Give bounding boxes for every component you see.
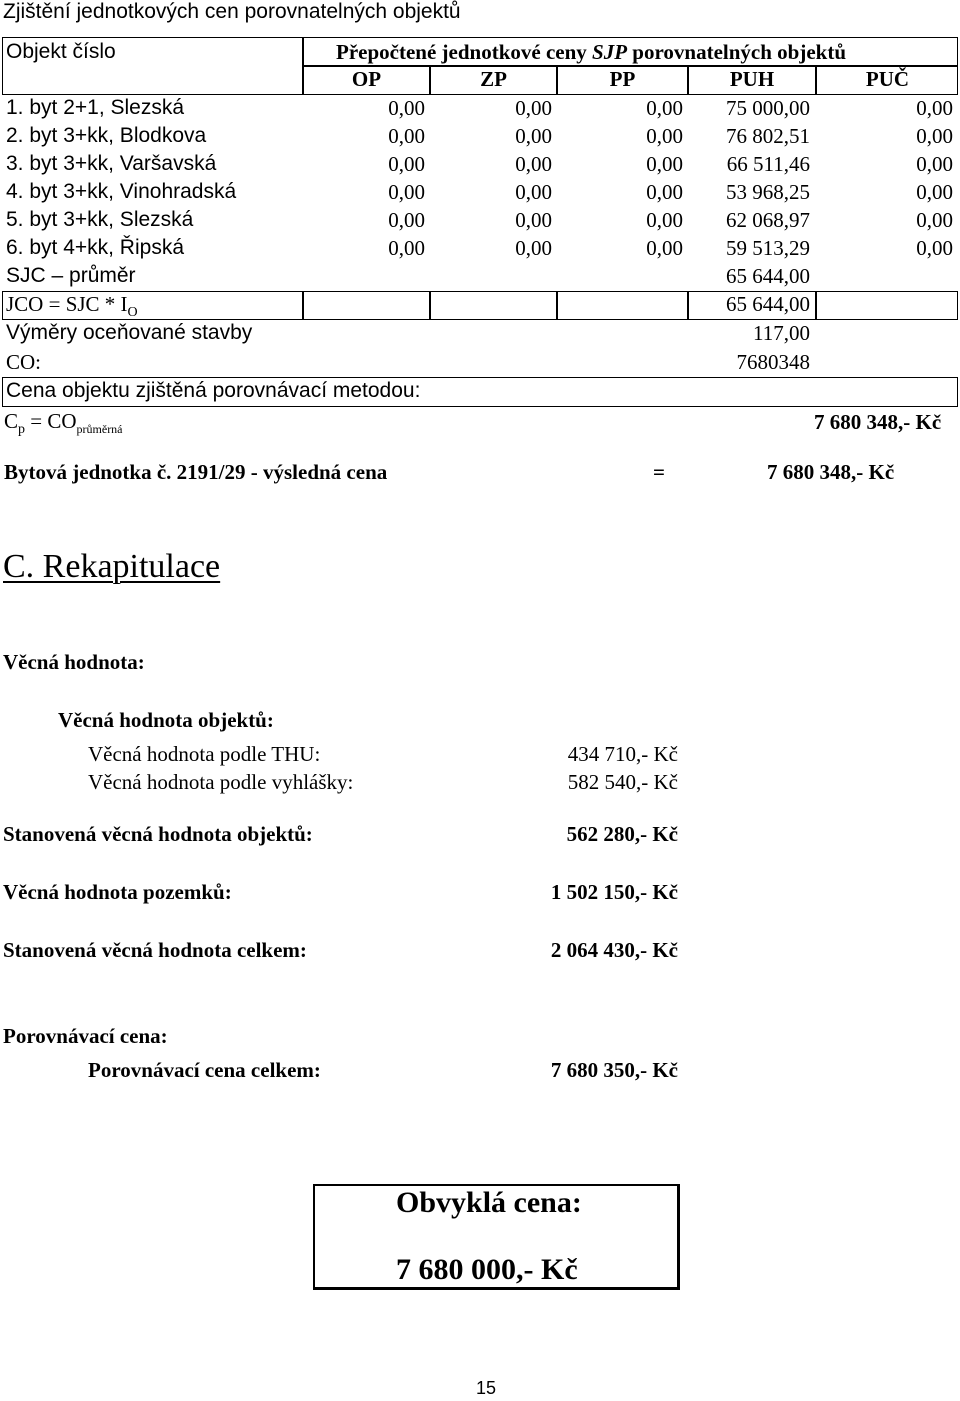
row-cell-puč: 0,00 (916, 124, 953, 148)
pozemky-value: 1 502 150,- Kč (550, 880, 678, 904)
row-cell-pp: 0,00 (646, 208, 683, 232)
row-name: 5. byt 3+kk, Slezská (6, 208, 194, 231)
row-cell-zp: 0,00 (515, 236, 552, 260)
row-cell-zp: 0,00 (515, 152, 552, 176)
stan-obj-label: Stanovená věcná hodnota objektů: (3, 822, 313, 846)
porov-heading: Porovnávací cena: (3, 1024, 168, 1048)
stan-obj-value: 562 280,- Kč (566, 822, 678, 846)
page-number: 15 (476, 1378, 497, 1398)
vymery-value: 117,00 (753, 321, 810, 345)
row-cell-puh: 75 000,00 (726, 96, 810, 120)
row-cell-pp: 0,00 (646, 180, 683, 204)
row-name: 2. byt 3+kk, Blodkova (6, 124, 207, 147)
cp-label: $C_p = CO_{průměrná}$ (4, 409, 123, 438)
cena-label: Cena objektu zjištěná porovnávací metodou: (6, 379, 421, 402)
row-cell-op: 0,00 (388, 236, 425, 260)
unit-label: Bytová jednotka č. 2191/29 - výsledná cena (4, 460, 388, 484)
group-header: Přepočtené jednotkové ceny SJP porovnatelných objektů (336, 40, 847, 64)
jco-divider-5 (815, 291, 817, 320)
vyhl-value: 582 540,- Kč (567, 770, 678, 794)
unit-eq: = (653, 460, 665, 484)
row-cell-puh: 76 802,51 (726, 124, 810, 148)
unit-value: 7 680 348,- Kč (767, 460, 895, 484)
vyhl-label: Věcná hodnota podle vyhlášky: (88, 770, 354, 794)
jco-divider-3 (556, 291, 558, 320)
column-header-zp: ZP (480, 67, 507, 91)
row-cell-zp: 0,00 (515, 180, 552, 204)
row-cell-op: 0,00 (388, 124, 425, 148)
thu-label: Věcná hodnota podle THU: (88, 742, 321, 766)
row-cell-op: 0,00 (388, 96, 425, 120)
row-cell-zp: 0,00 (515, 208, 552, 232)
pozemky-label: Věcná hodnota pozemků: (3, 880, 232, 904)
row-cell-puh: 62 068,97 (726, 208, 810, 232)
row-cell-puh: 66 511,46 (726, 152, 810, 176)
row-cell-op: 0,00 (388, 152, 425, 176)
column-header-puh: PUH (729, 67, 775, 91)
row-cell-zp: 0,00 (515, 96, 552, 120)
row-cell-zp: 0,00 (515, 124, 552, 148)
thu-value: 434 710,- Kč (567, 742, 678, 766)
column-header-object: Objekt číslo (6, 40, 116, 63)
sjc-value: 65 644,00 (726, 264, 810, 288)
porov-value: 7 680 350,- Kč (550, 1058, 678, 1082)
column-header-pp: PP (609, 67, 636, 91)
result-label: Obvyklá cena: (396, 1186, 582, 1219)
sjc-label: SJC – průměr (6, 264, 136, 287)
objekty-heading: Věcná hodnota objektů: (58, 708, 274, 732)
jco-value: 65 644,00 (726, 292, 810, 316)
stan-celkem-value: 2 064 430,- Kč (550, 938, 678, 962)
column-header-puc: PUČ (865, 67, 910, 91)
row-cell-puč: 0,00 (916, 180, 953, 204)
row-cell-puč: 0,00 (916, 236, 953, 260)
vymery-label: Výměry oceňované stavby (6, 321, 253, 344)
jco-label: JCO = SJC * $I_O$ (6, 292, 138, 321)
vecna-heading: Věcná hodnota: (3, 650, 145, 674)
row-cell-pp: 0,00 (646, 152, 683, 176)
jco-divider-1 (302, 291, 304, 320)
row-name: 6. byt 4+kk, Řipská (6, 236, 184, 259)
column-header-op: OP (351, 67, 382, 91)
row-name: 3. byt 3+kk, Varšavská (6, 152, 217, 175)
row-cell-puč: 0,00 (916, 152, 953, 176)
row-cell-puh: 59 513,29 (726, 236, 810, 260)
recap-heading: C. Rekapitulace (3, 548, 221, 585)
co-label: CO: (6, 350, 42, 374)
row-cell-puh: 53 968,25 (726, 180, 810, 204)
row-cell-pp: 0,00 (646, 96, 683, 120)
jco-divider-4 (687, 291, 689, 320)
row-name: 4. byt 3+kk, Vinohradská (6, 180, 237, 203)
row-cell-pp: 0,00 (646, 124, 683, 148)
row-name: 1. byt 2+1, Slezská (6, 96, 185, 119)
porov-label: Porovnávací cena celkem: (88, 1058, 321, 1082)
result-value: 7 680 000,- Kč (396, 1253, 578, 1286)
row-cell-puč: 0,00 (916, 208, 953, 232)
row-cell-pp: 0,00 (646, 236, 683, 260)
row-cell-op: 0,00 (388, 180, 425, 204)
co-value: 7680348 (736, 350, 810, 374)
cp-value: 7 680 348,- Kč (814, 410, 942, 434)
row-cell-op: 0,00 (388, 208, 425, 232)
table-title: Zjištění jednotkových cen porovnatelných objektů (3, 0, 461, 23)
row-cell-puč: 0,00 (916, 96, 953, 120)
stan-celkem-label: Stanovená věcná hodnota celkem: (3, 938, 307, 962)
jco-divider-2 (429, 291, 431, 320)
